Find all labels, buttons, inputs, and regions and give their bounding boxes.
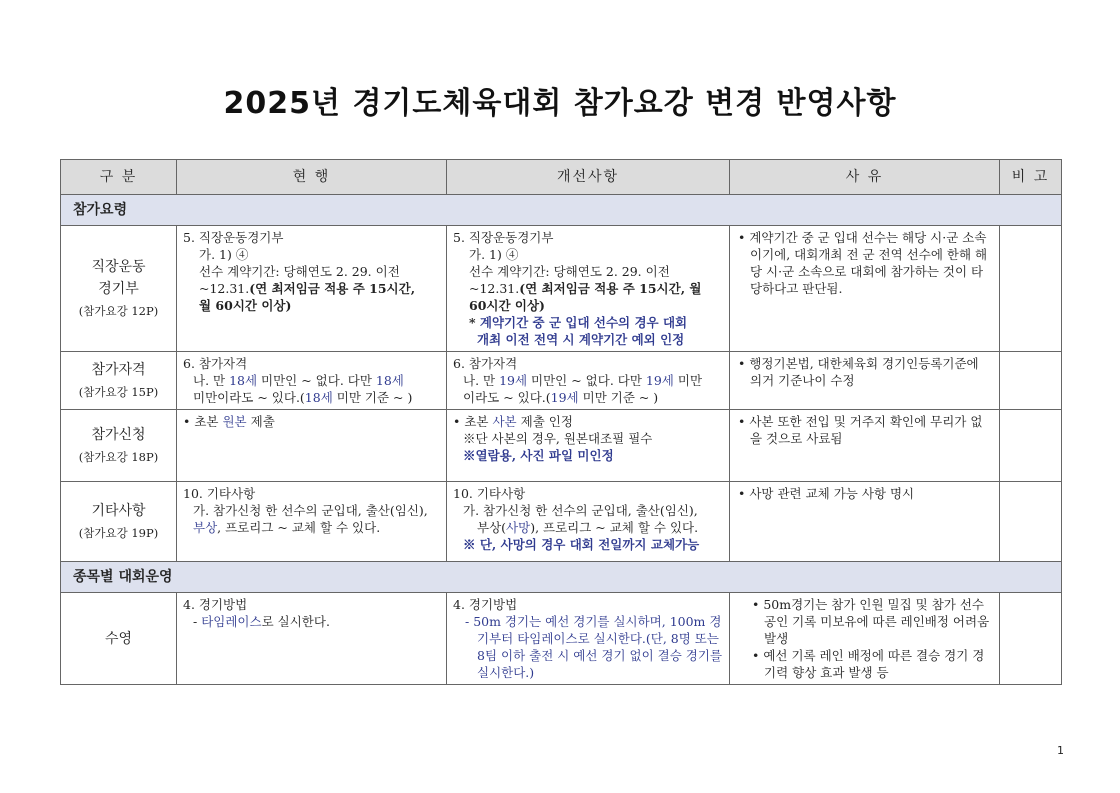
line: 5. 직장운동경기부 xyxy=(183,230,284,245)
row-category xyxy=(61,352,177,410)
line: 가. 1) ④ xyxy=(199,247,249,262)
category-name-2: 경기부 xyxy=(98,280,139,297)
line xyxy=(183,389,440,406)
line: 개최 이전 전역 시 계약기간 예외 인정 xyxy=(477,332,685,347)
line: 선수 계약기간: 당해연도 2. 29. 이전 xyxy=(199,264,400,279)
text: * xyxy=(469,315,480,330)
category-ref: (참가요강 15P) xyxy=(78,384,159,399)
text: 18세 xyxy=(304,390,333,405)
header-note: 비 고 xyxy=(1000,160,1062,195)
line: 가. 참가신청 한 선수의 군입대, 출산(임신), xyxy=(463,503,698,518)
line xyxy=(453,389,723,406)
row-category xyxy=(61,410,177,482)
text: 19세 xyxy=(499,373,528,388)
line: 가. 1) ④ xyxy=(469,247,519,262)
text: 나. 만 xyxy=(193,373,230,388)
text: 미만 기준 ~ ) xyxy=(578,390,659,405)
line: ※열람용, 사진 파일 미인정 xyxy=(463,448,614,463)
text: - xyxy=(193,614,202,629)
category-ref: (참가요강 12P) xyxy=(78,303,159,318)
section-title: 종목별 대회운영 xyxy=(61,562,1062,593)
line: 6. 참가자격 xyxy=(183,356,248,371)
current-cell xyxy=(177,482,447,562)
page-number: 1 xyxy=(1057,744,1064,757)
category-ref: (참가요강 18P) xyxy=(78,449,159,464)
section-row xyxy=(61,562,1062,593)
text: 사본 xyxy=(492,414,517,429)
section-row xyxy=(61,195,1062,226)
improvement-cell xyxy=(447,352,730,410)
improvement-cell xyxy=(447,593,730,685)
reason-cell: • 행정기본법, 대한체육회 경기인등록기준에 의거 기준나이 수정 xyxy=(730,352,1000,410)
line xyxy=(453,314,723,331)
text: 제출 인정 xyxy=(516,414,573,429)
note-cell xyxy=(1000,352,1062,410)
text: 미만인 ~ 없다. 다만 xyxy=(527,373,646,388)
reason-item: • 50m경기는 참가 인원 밀집 및 참가 선수 공인 기록 미보유에 따른 레인배정 어려움 발생 xyxy=(752,597,990,646)
text: 이라도 ~ 있다.( xyxy=(463,390,551,405)
text: 원본 xyxy=(222,414,247,429)
text: 19세 xyxy=(550,390,579,405)
line xyxy=(183,613,440,630)
current-cell xyxy=(177,352,447,410)
reason-cell: • 사망 관련 교체 가능 사항 명시 xyxy=(730,482,1000,562)
text: 부상( xyxy=(477,520,507,535)
row-category xyxy=(61,226,177,352)
row-category xyxy=(61,482,177,562)
line: 10. 기타사항 xyxy=(183,486,256,501)
text: • 초본 xyxy=(183,414,223,429)
table-row xyxy=(61,593,1062,685)
line xyxy=(453,413,723,430)
line: 월 60시간 이상) xyxy=(199,298,292,313)
note-cell xyxy=(1000,593,1062,685)
text: 미만 기준 ~ ) xyxy=(332,390,413,405)
text: 제출 xyxy=(246,414,275,429)
header-reason: 사 유 xyxy=(730,160,1000,195)
line: 가. 참가신청 한 선수의 군입대, 출산(임신), xyxy=(193,503,428,518)
improvement-cell xyxy=(447,226,730,352)
line xyxy=(453,280,723,297)
line xyxy=(183,519,440,536)
line: ※ 단, 사망의 경우 대회 전일까지 교체가능 xyxy=(463,537,700,552)
header-improvement: 개선사항 xyxy=(447,160,730,195)
table-row xyxy=(61,352,1062,410)
text: 18세 xyxy=(229,373,258,388)
text: 사망 xyxy=(506,520,531,535)
line: 선수 계약기간: 당해연도 2. 29. 이전 xyxy=(469,264,670,279)
note-cell xyxy=(1000,410,1062,482)
line: 6. 참가자격 xyxy=(453,356,518,371)
text: 미만 xyxy=(673,373,703,388)
current-cell xyxy=(177,593,447,685)
text: • 초본 xyxy=(453,414,493,429)
note-cell xyxy=(1000,482,1062,562)
reason-item: • 예선 기록 레인 배정에 따른 결승 경기 경기력 향상 효과 발생 등 xyxy=(752,648,985,680)
line: 5. 직장운동경기부 xyxy=(453,230,554,245)
reason-cell xyxy=(730,593,1000,685)
page-title: 2025년 경기도체육대회 참가요강 변경 반영사항 xyxy=(223,86,897,121)
text: 18세 xyxy=(375,373,404,388)
line xyxy=(453,372,723,389)
header-category: 구 분 xyxy=(61,160,177,195)
table-header-row xyxy=(61,160,1062,195)
improvement-cell xyxy=(447,482,730,562)
section-title: 참가요령 xyxy=(61,195,1062,226)
current-cell xyxy=(177,410,447,482)
text: 로 실시한다. xyxy=(261,614,330,629)
category-name: 참가자격 xyxy=(91,361,146,378)
table-row xyxy=(61,482,1062,562)
line: 4. 경기방법 xyxy=(453,597,518,612)
changes-table xyxy=(60,159,1062,685)
note-cell xyxy=(1000,226,1062,352)
text: 미만이라도 ~ 있다.( xyxy=(193,390,305,405)
line: 10. 기타사항 xyxy=(453,486,526,501)
improvement-cell xyxy=(447,410,730,482)
text: 부상 xyxy=(193,520,218,535)
line xyxy=(183,413,440,430)
category-name: 직장운동 xyxy=(91,258,146,275)
current-cell xyxy=(177,226,447,352)
reason-cell: • 계약기간 중 군 입대 선수는 해당 시·군 소속이기에, 대회개최 전 군 전역 선수에 한해 해당 시·군 소속으로 대회에 참가하는 것이 타당하다고 판단됨. xyxy=(730,226,1000,352)
text: 타임레이스 xyxy=(201,614,262,629)
text: (연 최저임금 적용 주 15시간, 월 xyxy=(519,281,702,296)
line: 60시간 이상) xyxy=(469,298,545,313)
text: (연 최저임금 적용 주 15시간, xyxy=(249,281,416,296)
row-category xyxy=(61,593,177,685)
line: - 50m 경기는 예선 경기를 실시하며, 100m 경기부터 타임레이스로 실시한다.(단, 8명 또는 8팀 이하 출전 시 예선 경기 없이 결승 경기를 실시한다.) xyxy=(465,614,723,680)
reason-cell: • 사본 또한 전입 및 거주지 확인에 무리가 없을 것으로 사료됨 xyxy=(730,410,1000,482)
text: 나. 만 xyxy=(463,373,500,388)
text: 19세 xyxy=(645,373,674,388)
line xyxy=(183,372,440,389)
table-row xyxy=(61,410,1062,482)
text: ~12.31. xyxy=(469,281,520,296)
category-ref: (참가요강 19P) xyxy=(78,525,159,540)
text: 미만인 ~ 없다. 다만 xyxy=(257,373,376,388)
text: ), 프로리그 ~ 교체 할 수 있다. xyxy=(530,520,699,535)
table-row xyxy=(61,226,1062,352)
text: 계약기간 중 군 입대 선수의 경우 대회 xyxy=(479,315,688,330)
category-name: 기타사항 xyxy=(91,502,146,519)
line: ※단 사본의 경우, 원본대조필 필수 xyxy=(463,431,653,446)
text: ~12.31. xyxy=(199,281,250,296)
line xyxy=(453,519,723,536)
text: , 프로리그 ~ 교체 할 수 있다. xyxy=(217,520,381,535)
category-name: 참가신청 xyxy=(91,426,146,443)
line: 4. 경기방법 xyxy=(183,597,248,612)
header-current: 현 행 xyxy=(177,160,447,195)
category-name: 수영 xyxy=(104,630,133,647)
line xyxy=(183,280,440,297)
